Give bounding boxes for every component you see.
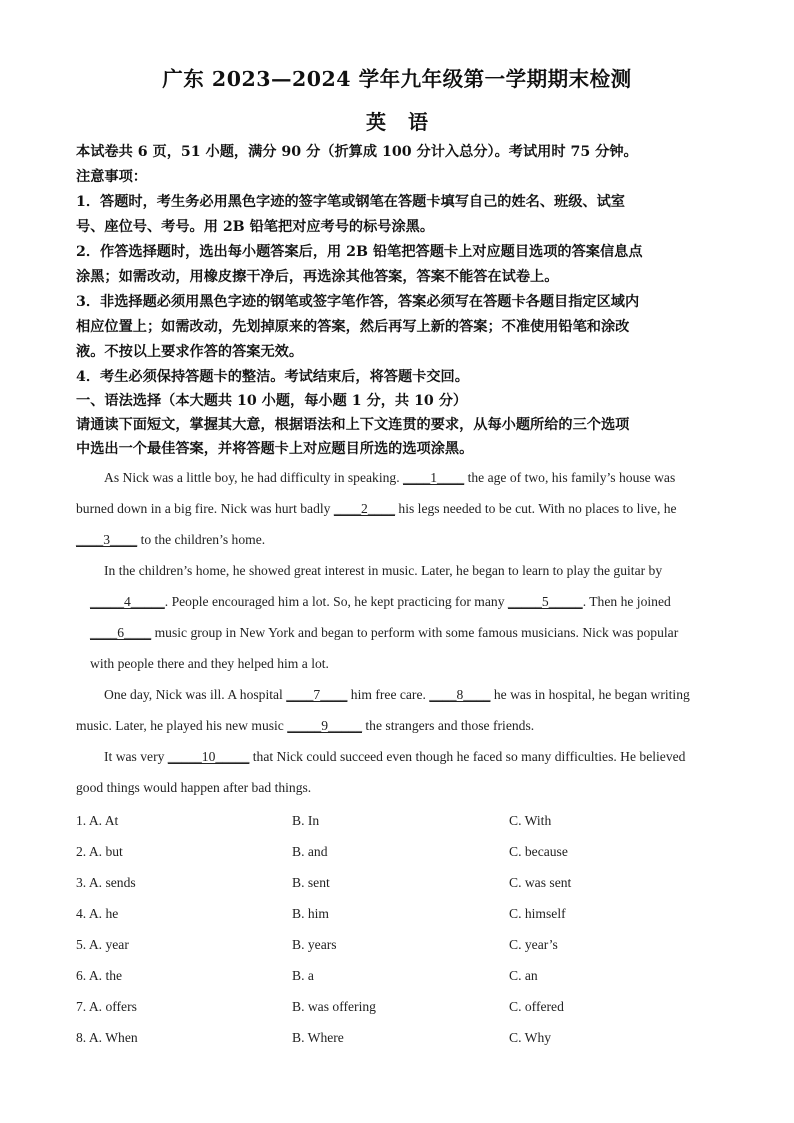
question-3-option-c: C. was sent	[509, 875, 572, 890]
section-direction-line-2: 中选出一个最佳答案，并将答题卡上对应题目所选的选项涂黑。	[76, 441, 474, 457]
passage-text: that Nick could succeed even though he faced so many difficulties. He believed	[249, 749, 686, 764]
passage-text: the strangers and those friends.	[362, 718, 535, 733]
question-8-option-c: C. Why	[509, 1030, 552, 1045]
question-2-option-c: C. because	[509, 844, 568, 859]
passage-text: . Then he joined	[582, 594, 671, 609]
question-3-option-a: 3. A. sends	[76, 875, 136, 890]
note-1-line-1: 1．答题时，考生务必用黑色字迹的签字笔或钢笔在答题卡填写自己的姓名、班级、试室	[76, 194, 625, 210]
passage-line-2	[76, 493, 677, 524]
note-1-line-2: 号、座位号、考号。用 2B 铅笔把对应考号的标号涂黑。	[76, 219, 435, 235]
passage-text: with people there and they helped him a lot.	[90, 656, 329, 671]
question-2-option-b: B. and	[292, 844, 328, 859]
note-2-line-1: 2．作答选择题时，选出每小题答案后，用 2B 铅笔把答题卡上对应题目选项的答案信息点	[76, 244, 643, 260]
question-3-option-b: B. sent	[292, 875, 330, 890]
section-direction-line-1: 请通读下面短文，掌握其大意，根据语法和上下文连贯的要求，从每小题所给的三个选项	[76, 417, 630, 433]
note-3-line-2: 相应位置上；如需改动，先划掉原来的答案，然后再写上新的答案；不准使用铅笔和涂改	[76, 319, 630, 335]
passage-text: . People encouraged him a lot. So, he kept practicing for many	[164, 594, 508, 609]
section-heading: 一、语法选择（本大题共 10 小题，每小题 1 分，共 10 分）	[76, 393, 468, 409]
notes-title: 注意事项：	[76, 169, 147, 185]
passage-text: music group in New York and began to perform with some famous musicians. Nick was popular	[151, 625, 679, 640]
blank-8: ____8____	[429, 687, 491, 702]
passage-text: music. Later, he played his new music	[76, 718, 288, 733]
passage-text: to the children’s home.	[137, 532, 266, 547]
passage-text: the age of two, his family’s house was	[464, 470, 676, 485]
question-4-option-a: 4. A. he	[76, 906, 119, 921]
passage-text: One day, Nick was ill. A hospital	[104, 687, 287, 702]
subject-title: 英语	[366, 110, 450, 134]
blank-6: ____6____	[90, 625, 152, 640]
exam-title: 广东 2023—2024 学年九年级第一学期期末检测	[162, 67, 632, 91]
passage-text: him free care.	[347, 687, 430, 702]
question-8-option-a: 8. A. When	[76, 1030, 138, 1045]
passage-line-5	[90, 586, 671, 617]
note-4: 4．考生必须保持答题卡的整洁。考试结束后，将答题卡交回。	[76, 369, 469, 385]
blank-7: ____7____	[286, 687, 348, 702]
exam-intro: 本试卷共 6 页，51 小题，满分 90 分（折算成 100 分计入总分）。考试用时 75 分钟。	[76, 144, 638, 160]
passage-line-7	[90, 648, 329, 679]
passage-text: As Nick was a little boy, he had difficulty in speaking.	[104, 470, 404, 485]
passage-line-9	[76, 710, 534, 741]
note-2-line-2: 涂黑；如需改动，用橡皮擦干净后，再选涂其他答案，答案不能答在试卷上。	[76, 269, 559, 285]
question-4-option-b: B. him	[292, 906, 330, 921]
question-5-option-a: 5. A. year	[76, 937, 129, 952]
passage-line-11	[76, 772, 311, 803]
question-4-option-c: C. himself	[509, 906, 566, 921]
passage-text: good things would happen after bad things.	[76, 780, 312, 795]
question-2-option-a: 2. A. but	[76, 844, 123, 859]
blank-4: _____4_____	[90, 594, 165, 609]
passage-text: It was very	[104, 749, 168, 764]
question-6-option-c: C. an	[509, 968, 538, 983]
blank-9: _____9_____	[287, 718, 362, 733]
passage-line-8	[104, 679, 690, 710]
passage-line-6	[90, 617, 678, 648]
blank-3: ____3____	[76, 532, 138, 547]
blank-1: ____1____	[403, 470, 465, 485]
question-7-option-c: C. offered	[509, 999, 564, 1014]
blank-10: _____10_____	[167, 749, 250, 764]
question-1-option-a: 1. A. At	[76, 813, 119, 828]
question-1-option-c: C. With	[509, 813, 552, 828]
passage-text: his legs needed to be cut. With no places to live, he	[395, 501, 677, 516]
question-5-option-c: C. year’s	[509, 937, 558, 952]
passage-line-10	[104, 741, 685, 772]
blank-2: ____2____	[333, 501, 396, 516]
note-3-line-1: 3．非选择题必须用黑色字迹的钢笔或签字笔作答，答案必须写在答题卡各题目指定区域内	[76, 294, 640, 310]
passage-text: In the children’s home, he showed great interest in music. Later, he began to learn to play the guitar by	[104, 563, 663, 578]
passage-line-3	[76, 524, 265, 555]
blank-5: _____5_____	[507, 594, 583, 609]
passage-line-1	[104, 462, 675, 493]
question-6-option-a: 6. A. the	[76, 968, 123, 983]
question-6-option-b: B. a	[292, 968, 314, 983]
question-1-option-b: B. In	[292, 813, 320, 828]
question-7-option-a: 7. A. offers	[76, 999, 137, 1014]
passage-text: he was in hospital, he began writing	[490, 687, 690, 702]
passage-text: burned down in a big fire. Nick was hurt badly	[76, 501, 334, 516]
note-3-line-3: 液。不按以上要求作答的答案无效。	[76, 344, 304, 360]
question-8-option-b: B. Where	[292, 1030, 344, 1045]
question-5-option-b: B. years	[292, 937, 337, 952]
passage-line-4	[104, 555, 662, 586]
question-7-option-b: B. was offering	[292, 999, 376, 1014]
